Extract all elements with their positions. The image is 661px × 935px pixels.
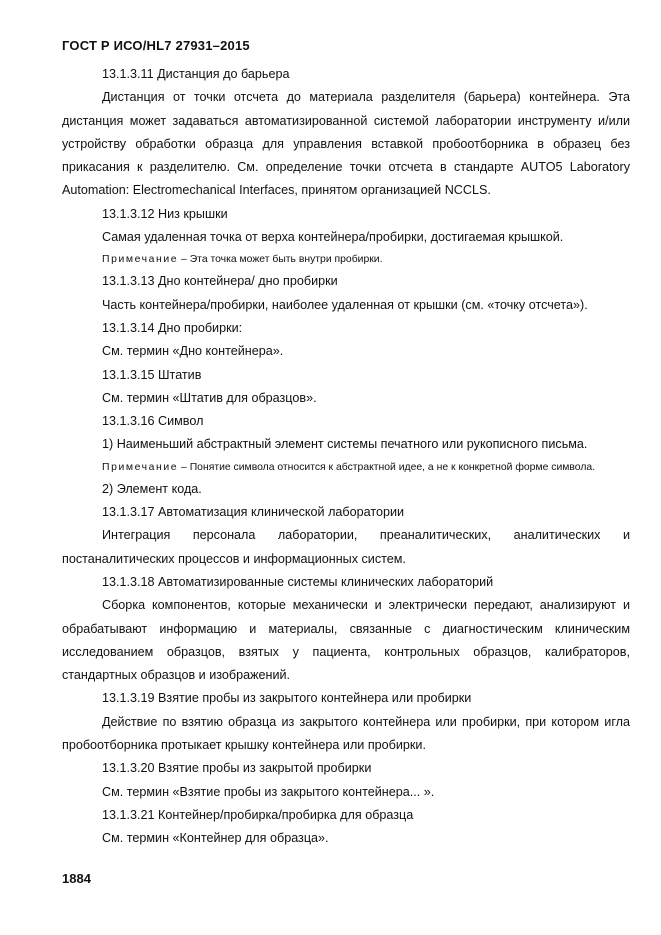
term-definition: Действие по взятию образца из закрытого контейнера или пробирки, при котором игла пробоотборника протыкает крышку контейнера или пробирки. <box>62 714 630 753</box>
term-heading: 13.1.3.19 Взятие пробы из закрытого контейнера или пробирки <box>102 691 472 706</box>
term-heading: 13.1.3.12 Низ крышки <box>102 206 228 221</box>
term-heading: 13.1.3.20 Взятие пробы из закрытой пробирки <box>102 761 372 776</box>
term-heading: 13.1.3.18 Автоматизированные системы клинических лабораторий <box>102 574 494 589</box>
note <box>62 249 630 270</box>
document-header: ГОСТ Р ИСО/HL7 27931–2015 <box>62 38 250 53</box>
term-heading: 13.1.3.14 Дно пробирки: <box>102 320 243 335</box>
term-definition: См. термин «Штатив для образцов». <box>102 390 317 405</box>
term-heading: 13.1.3.13 Дно контейнера/ дно пробирки <box>102 274 338 289</box>
term-heading: 13.1.3.16 Символ <box>102 414 204 429</box>
term-definition: Часть контейнера/пробирки, наиболее удаленная от крышки (см. «точку отсчета»). <box>102 297 588 312</box>
term-definition: Сборка компонентов, которые механически и электрически передают, анализируют и обрабатывают информацию и материалы, связанные с диагностическим клиническим исследованием образцов, взятых у пациента, контрольных образцов, калибраторов, стандартных образцов и изображений. <box>62 598 630 683</box>
note-label: Примечание <box>102 254 179 266</box>
term-definition: См. термин «Взятие пробы из закрытого контейнера... ». <box>102 784 435 799</box>
term-definition: Дистанция от точки отсчета до материала разделителя (барьера) контейнера. Эта дистанция может задаваться автоматизированной системой лаборатории инструменту и/или устройству обработки образца для управления вставкой пробоотборника в образец без прикасания к разделителю. См. определение точки отсчета в стандарте AUTO5 Laboratory Automation: Electromechanical Interfaces, принятом организацией NCCLS. <box>62 90 630 198</box>
term-definition: 2) Элемент кода. <box>102 481 202 496</box>
term-heading: 13.1.3.17 Автоматизация клинической лаборатории <box>102 505 405 520</box>
term-definition: Интеграция персонала лаборатории, преаналитических, аналитических и постаналитических процессов и информационных систем. <box>62 528 630 566</box>
term-definition: 1) Наименьший абстрактный элемент системы печатного или рукописного письма. <box>102 437 588 452</box>
term-heading: 13.1.3.11 Дистанция до барьера <box>102 67 290 81</box>
note-text: – Понятие символа относится к абстрактной идее, а не к конкретной форме символа. <box>178 461 596 473</box>
note-text: – Эта точка может быть внутри пробирки. <box>178 254 383 266</box>
term-definition: Самая удаленная точка от верха контейнера/пробирки, достигаемая крышкой. <box>102 230 564 245</box>
term-heading: 13.1.3.15 Штатив <box>102 367 202 382</box>
document-body <box>62 63 630 851</box>
note-label: Примечание <box>102 461 179 473</box>
term-definition: См. термин «Дно контейнера». <box>102 344 284 359</box>
page-number: 1884 <box>62 871 91 886</box>
term-heading: 13.1.3.21 Контейнер/пробирка/пробирка для образца <box>102 807 414 822</box>
term-definition: См. термин «Контейнер для образца». <box>102 831 329 846</box>
note <box>62 457 630 478</box>
